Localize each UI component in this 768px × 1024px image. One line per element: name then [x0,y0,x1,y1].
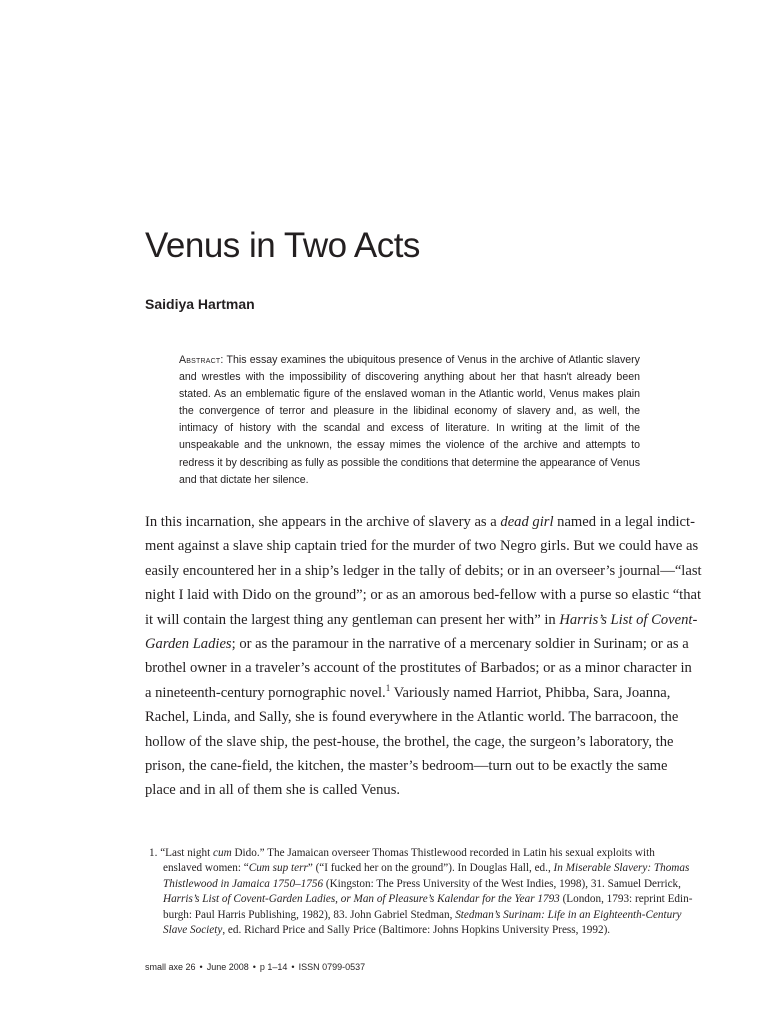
body-line [145,510,695,534]
page-range: p 1–14 [259,962,288,972]
footnote-text-segment: , ed. Richard Price and Sally Price (Baltimore: Johns Hopkins University Press, 1992). [222,924,611,937]
body-text-segment: Variously named Harriot, Phibba, Sara, Joanna, [390,684,671,701]
body-text-segment: In this incarnation, she appears in the archive of slavery as a [145,514,501,530]
footnote-italic-segment: Harris’s List of Covent-Garden Ladies, or Man of Pleasure’s Kalendar for the Year 1793 [163,893,560,906]
article-title: Venus in Two Acts [145,226,420,265]
body-text-segment: named in a legal indict- [553,514,695,530]
body-line [145,681,672,705]
abstract [179,352,640,489]
footnote-line [149,846,669,861]
body-italic-segment: Garden Ladies [145,636,232,653]
abstract-text: This essay examines the ubiquitous presence of Venus in the archive of Atlantic slavery and wrestles with the impossibility of discovering anything about her that hasn't already been stated. As an emblematic figure of the enslaved woman in the Atlantic world, Venus makes plain the convergence of terror and pleasure in the libidinal economy of slavery and, as well, the intimacy of history with the scandal and excess of literature. In writing at the limit of the unspeakable and the unknown, the essay mimes the violence of the archive and attempts to redress it by describing as fully as possible the conditions that determine the appearance of Venus and that dictate her silence. [179,354,640,486]
body-line: Rachel, Linda, and Sally, she is found everywhere in the Atlantic world. The barracoon, the [145,709,679,726]
footnote-text-segment: enslaved women: “ [163,862,249,875]
author-name: Saidiya Hartman [145,296,255,312]
body-line: easily encountered her in a ship’s ledger in the tally of debits; or in an overseer’s journal—“last [145,562,702,579]
body-line [145,632,689,656]
footnote-italic-segment: Cum sup terr [248,862,308,875]
footnote-line [149,877,681,892]
page-footer [145,962,365,972]
body-italic-segment: Harris’s List of Covent- [559,611,698,628]
footnote-italic-segment: Slave Society [163,924,223,937]
issn: ISSN 0799-0537 [298,962,366,972]
body-line: brothel owner in a traveler’s account of the prostitutes of Barbados; or as a minor character in [145,660,692,677]
footnote [149,846,693,938]
footnote-reference[interactable]: 1 [385,682,391,693]
body-paragraph [145,510,702,803]
body-line: hollow of the slave ship, the pest-house, the brothel, the cage, the surgeon’s laboratory, the [145,733,674,750]
body-line: ment against a slave ship captain tried for the murder of two Negro girls. But we could have as [145,538,699,555]
body-text-segment: ; or as the paramour in the narrative of a mercenary soldier in Surinam; or as a [231,636,689,653]
footnote-italic-segment: cum [213,847,232,859]
footnote-line [149,892,693,907]
footnote-italic-segment: Stedman’s Surinam: Life in an Eighteenth-Century [455,908,682,921]
footnote-text-segment: 1. “Last night [149,847,214,859]
footnote-text-segment: (London, 1793: reprint Edin- [559,893,693,906]
footnote-text-segment: ” (“I fucked her on the ground”). In Douglas Hall, ed., [307,862,554,875]
body-text-segment: a nineteenth-century pornographic novel. [145,684,386,701]
footnote-italic-segment: Thistlewood in Jamaica 1750–1756 [163,877,324,890]
footnote-text-segment: (Kingston: The Press University of the West Indies, 1998), 31. Samuel Derrick, [323,877,681,890]
footnote-italic-segment: In Miserable Slavery: Thomas [553,862,690,875]
body-line: night I laid with Dido on the ground”; or as an amorous bed-fellow with a purse so elastic “that [145,587,702,604]
footnote-text-segment: burgh: Paul Harris Publishing, 1982), 83. John Gabriel Stedman, [163,908,456,921]
journal-name: small axe 26 [145,962,196,972]
footnote-line [149,923,669,938]
footnote-line [149,908,682,923]
body-text-segment: it will contain the largest thing any gentleman can present her with” in [145,611,560,628]
abstract-label: Abstract: [179,354,224,366]
footnote-text-segment: Dido.” The Jamaican overseer Thomas Thistlewood recorded in Latin his sexual exploits with [231,847,655,859]
footer-separator: • [199,962,203,972]
body-line [145,608,698,632]
issue-date: June 2008 [206,962,249,972]
footnote-line [149,861,690,876]
footer-separator: • [252,962,256,972]
footer-separator: • [291,962,295,972]
body-line: place and in all of them she is called Venus. [145,782,401,799]
body-line: prison, the cane-field, the kitchen, the master’s bedroom—turn out to be exactly the same [145,758,668,775]
body-italic-segment: dead girl [500,514,554,530]
